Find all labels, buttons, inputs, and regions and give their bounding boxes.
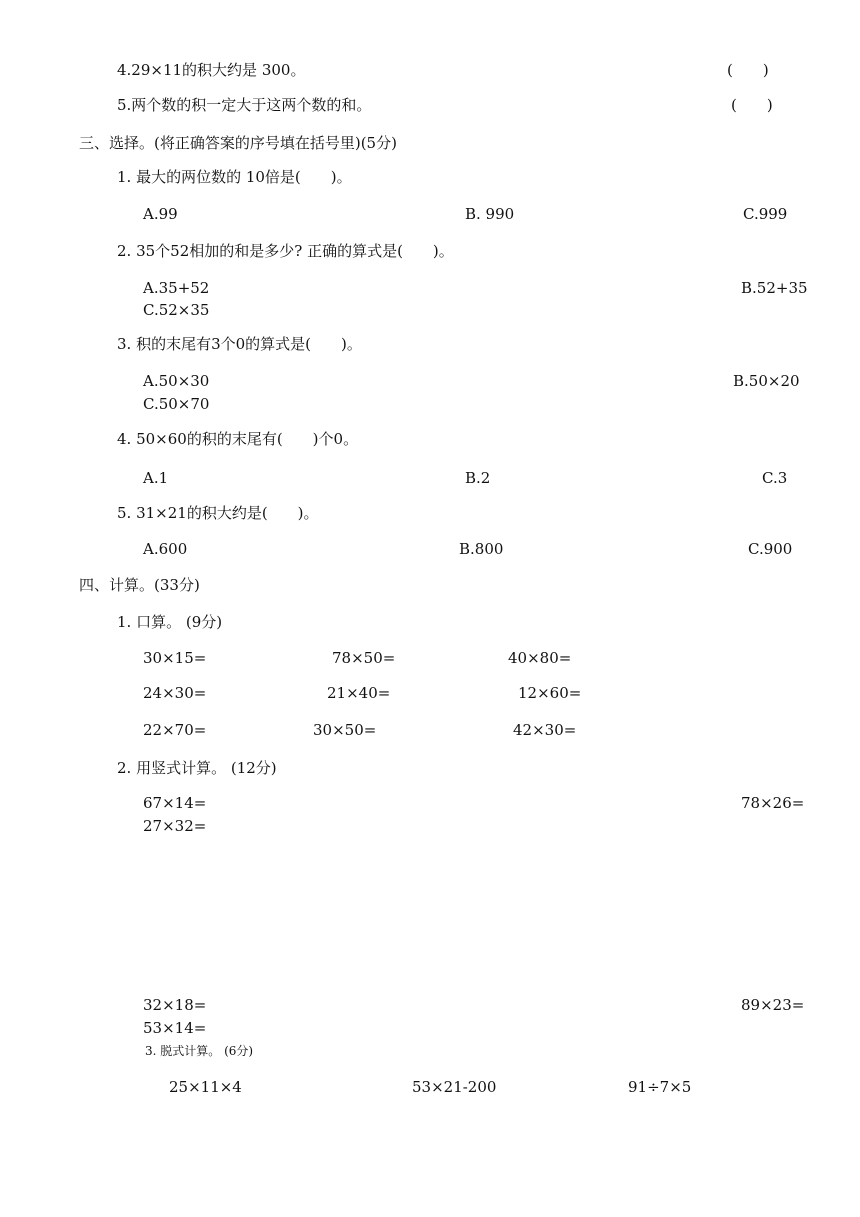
vertical-calc-item: 27×32= <box>143 817 207 835</box>
vertical-calc-item: 67×14= <box>143 794 207 812</box>
choice-option[interactable]: B.50×20 <box>733 372 800 390</box>
oral-calc-item: 24×30= <box>143 684 207 702</box>
choice-option[interactable]: B.2 <box>465 469 491 487</box>
choice-option[interactable]: B.800 <box>459 540 504 558</box>
oral-calc-item: 42×30= <box>513 721 577 739</box>
vertical-calc-item: 53×14= <box>143 1019 207 1037</box>
section-title-calc: 四、计算。(33分) <box>79 576 200 594</box>
choice-question-4: 4. 50×60的积的末尾有( )个0。 <box>117 430 359 448</box>
choice-option[interactable]: C.50×70 <box>143 395 210 413</box>
stepwise-calc-item: 91÷7×5 <box>628 1078 692 1096</box>
vertical-calc-title: 2. 用竖式计算。 (12分) <box>117 759 277 777</box>
choice-option[interactable]: C.900 <box>748 540 793 558</box>
oral-calc-item: 30×15= <box>143 649 207 667</box>
choice-option[interactable]: A.35+52 <box>143 279 210 297</box>
vertical-calc-item: 78×26= <box>741 794 805 812</box>
choice-question-2: 2. 35个52相加的和是多少? 正确的算式是( )。 <box>117 242 454 260</box>
choice-option[interactable]: A.99 <box>143 205 178 223</box>
choice-option[interactable]: C.52×35 <box>143 301 210 319</box>
choice-option[interactable]: A.50×30 <box>143 372 210 390</box>
judge-item-5: 5.两个数的积一定大于这两个数的和。 <box>117 96 372 114</box>
vertical-calc-item: 32×18= <box>143 996 207 1014</box>
choice-option[interactable]: C.999 <box>743 205 788 223</box>
stepwise-calc-title: 3. 脱式计算。 (6分) <box>145 1044 254 1058</box>
oral-calc-item: 78×50= <box>332 649 396 667</box>
oral-calc-item: 12×60= <box>518 684 582 702</box>
choice-option[interactable]: C.3 <box>762 469 788 487</box>
stepwise-calc-item: 53×21-200 <box>412 1078 497 1096</box>
judge-item-4: 4.29×11的积大约是 300。 <box>117 61 306 79</box>
oral-calc-item: 21×40= <box>327 684 391 702</box>
choice-question-3: 3. 积的末尾有3个0的算式是( )。 <box>117 335 362 353</box>
judge-answer-paren-4[interactable]: ( ) <box>727 61 769 79</box>
oral-calc-item: 30×50= <box>313 721 377 739</box>
choice-question-5: 5. 31×21的积大约是( )。 <box>117 504 319 522</box>
oral-calc-title: 1. 口算。 (9分) <box>117 613 223 631</box>
section-title-choice: 三、选择。(将正确答案的序号填在括号里)(5分) <box>79 134 397 152</box>
choice-question-1: 1. 最大的两位数的 10倍是( )。 <box>117 168 352 186</box>
choice-option[interactable]: B. 990 <box>465 205 515 223</box>
choice-option[interactable]: A.600 <box>143 540 188 558</box>
choice-option[interactable]: A.1 <box>143 469 169 487</box>
oral-calc-item: 22×70= <box>143 721 207 739</box>
stepwise-calc-item: 25×11×4 <box>169 1078 242 1096</box>
oral-calc-item: 40×80= <box>508 649 572 667</box>
vertical-calc-item: 89×23= <box>741 996 805 1014</box>
judge-answer-paren-5[interactable]: ( ) <box>731 96 773 114</box>
choice-option[interactable]: B.52+35 <box>741 279 808 297</box>
